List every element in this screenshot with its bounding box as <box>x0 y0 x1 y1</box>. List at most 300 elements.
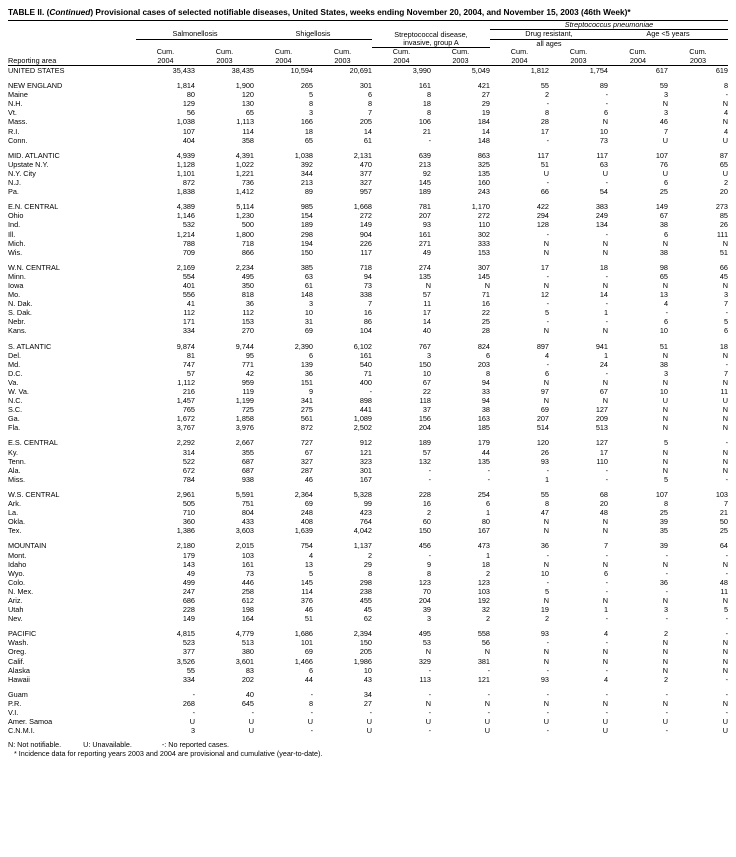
row-value-10: N <box>722 456 728 466</box>
row-value-9: 65 <box>659 271 668 281</box>
row-value-3: 18 <box>304 126 313 136</box>
row-value-10: 85 <box>719 211 728 221</box>
row-value-5: 639 <box>418 150 431 160</box>
row-value-9: 25 <box>659 508 668 518</box>
row-value-1: - <box>192 689 195 699</box>
row-area-label: N. Mex. <box>8 586 34 596</box>
table-row <box>8 569 728 578</box>
row-value-4: U <box>366 726 372 736</box>
row-value-3: 872 <box>300 423 313 433</box>
table-row <box>8 100 728 109</box>
row-value-1: 788 <box>182 238 195 248</box>
row-value-6: 18 <box>481 559 490 569</box>
row-value-8: 73 <box>599 135 608 145</box>
row-value-4: 327 <box>359 178 372 188</box>
table-row <box>8 727 728 736</box>
row-value-9: U <box>662 168 668 178</box>
row-value-6: 56 <box>481 638 490 648</box>
row-value-2: 1,199 <box>235 396 254 406</box>
row-value-5: N <box>425 280 431 290</box>
row-value-7: - <box>546 299 549 309</box>
row-value-1: 2,292 <box>176 438 195 448</box>
row-value-2: 119 <box>242 387 254 397</box>
row-value-2: 433 <box>241 517 254 527</box>
row-area-label: Del. <box>8 350 21 360</box>
row-value-8: 48 <box>599 508 608 518</box>
row-value-8: N <box>602 377 608 387</box>
row-value-7: - <box>546 229 549 239</box>
row-value-6: 135 <box>477 456 490 466</box>
row-value-3: 376 <box>300 595 313 605</box>
row-value-7: - <box>546 178 549 188</box>
row-value-8: 63 <box>599 159 608 169</box>
row-value-4: 764 <box>359 517 372 527</box>
row-value-10: - <box>725 308 728 318</box>
row-value-3: 61 <box>304 280 313 290</box>
row-value-10: 7 <box>723 499 728 509</box>
table-row <box>8 281 728 290</box>
table-row <box>8 475 728 484</box>
footnote-legend <box>8 740 728 749</box>
table-row <box>8 360 728 369</box>
table-row <box>8 499 728 508</box>
row-value-7: 10 <box>540 568 549 578</box>
row-value-3: 151 <box>300 377 313 387</box>
row-value-5: 10 <box>422 368 431 378</box>
row-value-3: 31 <box>304 317 313 327</box>
row-value-2: 1,221 <box>235 168 254 178</box>
table-row <box>8 717 728 726</box>
row-value-10: 111 <box>716 229 728 239</box>
row-value-8: N <box>602 698 608 708</box>
row-value-10: - <box>725 90 728 100</box>
row-value-10: - <box>725 359 728 369</box>
table-row <box>8 596 728 605</box>
table-row <box>8 230 728 239</box>
header-year-10: 2003 <box>668 57 728 66</box>
row-value-3: 327 <box>300 456 313 466</box>
row-value-3: 114 <box>301 586 313 596</box>
table-row <box>8 605 728 614</box>
row-value-3: 46 <box>304 605 313 615</box>
row-value-7: - <box>546 665 549 675</box>
row-value-2: 687 <box>241 465 254 475</box>
row-value-4: 718 <box>359 262 372 272</box>
row-value-3: 67 <box>304 447 313 457</box>
row-value-9: 6 <box>663 229 668 239</box>
row-value-1: 3,767 <box>176 423 195 433</box>
table-row <box>8 81 728 90</box>
table-row <box>8 527 728 536</box>
row-value-4: 86 <box>363 317 372 327</box>
row-value-10: N <box>722 638 728 648</box>
row-area-label: Ill. <box>8 229 16 239</box>
row-area-label: N. Dak. <box>8 299 33 309</box>
row-value-9: N <box>662 656 668 666</box>
row-value-5: - <box>428 474 431 484</box>
row-value-4: 7 <box>367 299 372 309</box>
row-value-7: 5 <box>544 586 549 596</box>
row-value-10: N <box>722 559 728 569</box>
row-area-label: Ariz. <box>8 595 23 605</box>
table-row <box>8 151 728 160</box>
row-value-4: 957 <box>359 187 372 197</box>
row-value-8: 67 <box>599 387 608 397</box>
table-row <box>8 118 728 127</box>
row-value-6: 16 <box>481 299 490 309</box>
row-value-6: 824 <box>477 341 490 351</box>
row-value-1: 1,214 <box>176 229 195 239</box>
row-value-2: 818 <box>241 290 254 300</box>
row-value-9: N <box>662 423 668 433</box>
row-value-10: 11 <box>720 586 728 596</box>
row-area-label: Conn. <box>8 135 28 145</box>
row-value-4: 1,986 <box>353 656 372 666</box>
row-value-8: 10 <box>599 126 608 136</box>
row-value-5: 70 <box>422 586 431 596</box>
row-value-4: 441 <box>359 405 372 415</box>
row-value-1: 4,939 <box>176 150 195 160</box>
row-value-4: 6,102 <box>353 341 372 351</box>
row-value-1: 556 <box>182 290 195 300</box>
row-value-3: 10,594 <box>254 66 313 76</box>
row-value-8: 249 <box>595 211 608 221</box>
row-value-1: 872 <box>182 178 195 188</box>
header-cum-9: Cum. <box>629 47 647 57</box>
row-value-5: - <box>428 665 431 675</box>
row-value-6: 44 <box>481 447 490 457</box>
row-value-7: N <box>543 247 549 257</box>
row-value-8: 6 <box>603 568 608 578</box>
row-value-3: 2,364 <box>294 489 313 499</box>
row-value-6: N <box>484 647 490 657</box>
row-value-10: 87 <box>719 150 728 160</box>
row-area-label: N.C. <box>8 396 23 406</box>
row-value-3: 248 <box>300 508 313 518</box>
row-value-10: U <box>722 396 728 406</box>
row-value-2: U <box>248 726 254 736</box>
row-value-6: 32 <box>481 605 490 615</box>
row-value-4: 43 <box>363 674 372 684</box>
header-group-strep-a-line2: invasive, group A <box>372 39 490 48</box>
row-value-7: - <box>546 577 549 587</box>
row-value-6: 1 <box>485 508 490 518</box>
row-value-4: 45 <box>363 605 372 615</box>
row-value-7: 207 <box>536 414 549 424</box>
row-value-8: - <box>605 577 608 587</box>
table-row <box>8 188 728 197</box>
row-value-2: 350 <box>241 280 254 290</box>
row-value-10: N <box>722 595 728 605</box>
row-area-label: Mich. <box>8 238 26 248</box>
row-value-4: 149 <box>359 220 372 230</box>
row-value-1: 112 <box>183 308 195 318</box>
row-value-3: 154 <box>300 211 313 221</box>
row-value-8: - <box>605 689 608 699</box>
row-value-10: N <box>722 656 728 666</box>
row-value-3: 194 <box>300 238 313 248</box>
row-value-1: 80 <box>186 90 195 100</box>
row-value-4: 2,394 <box>353 629 372 639</box>
row-value-2: 120 <box>241 90 254 100</box>
row-value-7: - <box>546 317 549 327</box>
row-value-7: 17 <box>540 262 549 272</box>
table-row <box>8 160 728 169</box>
table-row <box>8 109 728 118</box>
row-value-2: 161 <box>241 559 254 569</box>
row-value-2: 1,900 <box>235 81 254 91</box>
row-value-8: 1 <box>603 605 608 615</box>
row-value-10: 65 <box>719 159 728 169</box>
row-area-label: Wash. <box>8 638 29 648</box>
row-value-7: N <box>543 559 549 569</box>
row-value-5: 207 <box>418 211 431 221</box>
row-value-7: 97 <box>540 387 549 397</box>
row-value-5: - <box>428 550 431 560</box>
row-value-10: - <box>725 474 728 484</box>
row-value-2: 2,667 <box>235 438 254 448</box>
row-value-4: 455 <box>359 595 372 605</box>
row-value-6: 272 <box>477 211 490 221</box>
table-row <box>8 490 728 499</box>
row-area-label: Tenn. <box>8 456 26 466</box>
row-area-label: Nev. <box>8 614 23 624</box>
row-value-3: 63 <box>304 271 313 281</box>
row-value-4: 71 <box>363 368 372 378</box>
table-row <box>8 309 728 318</box>
row-value-2: 258 <box>241 586 254 596</box>
row-area-label: Upstate N.Y. <box>8 159 49 169</box>
row-value-4: 2,131 <box>353 150 372 160</box>
header-row-groups <box>8 30 728 39</box>
header-year-1: 2004 <box>136 57 195 66</box>
row-area-label: W.S. CENTRAL <box>8 489 60 499</box>
row-value-5: 40 <box>422 326 431 336</box>
row-value-9: N <box>662 638 668 648</box>
row-value-7: N <box>543 517 549 527</box>
row-value-8: 4 <box>603 629 608 639</box>
row-value-5: 2 <box>426 508 431 518</box>
row-value-10: 7 <box>723 368 728 378</box>
header-row-cum <box>8 48 728 57</box>
row-value-4: 16 <box>363 308 372 318</box>
row-value-3: 408 <box>300 517 313 527</box>
row-value-10: 4 <box>723 108 728 118</box>
row-value-5: 189 <box>418 438 431 448</box>
row-value-2: 355 <box>241 447 254 457</box>
row-value-5: 93 <box>422 220 431 230</box>
table-row <box>8 639 728 648</box>
row-value-5: 274 <box>418 262 431 272</box>
row-value-8: - <box>605 99 608 109</box>
row-value-2: 1,858 <box>235 414 254 424</box>
row-value-8: N <box>602 247 608 257</box>
row-value-1: 784 <box>182 474 195 484</box>
row-value-8: 513 <box>595 423 608 433</box>
row-value-8: - <box>605 178 608 188</box>
row-value-7: 93 <box>540 456 549 466</box>
row-value-6: N <box>484 280 490 290</box>
row-value-8: N <box>602 117 608 127</box>
row-value-10: - <box>725 689 728 699</box>
row-area-label: Oreg. <box>8 647 27 657</box>
row-area-label: Okla. <box>8 517 26 527</box>
row-value-2: 112 <box>242 308 254 318</box>
row-value-10: N <box>722 423 728 433</box>
table-row <box>8 509 728 518</box>
row-value-9: - <box>665 614 668 624</box>
row-value-4: 272 <box>359 211 372 221</box>
row-value-1: 709 <box>182 247 195 257</box>
row-value-9: - <box>665 308 668 318</box>
row-area-label: Guam <box>8 689 28 699</box>
row-value-10: - <box>725 614 728 624</box>
row-value-4: 205 <box>359 117 372 127</box>
row-value-7: 2 <box>544 90 549 100</box>
row-value-3: 985 <box>300 202 313 212</box>
row-value-4: 99 <box>363 499 372 509</box>
table-row <box>8 290 728 299</box>
row-value-5: 271 <box>418 238 431 248</box>
row-value-3: 65 <box>304 135 313 145</box>
row-value-1: 532 <box>182 220 195 230</box>
row-value-1: 55 <box>186 665 195 675</box>
header-cum-3: Cum. <box>274 47 293 57</box>
row-value-3: 265 <box>300 81 313 91</box>
row-value-8: 7 <box>603 541 608 551</box>
row-value-6: 6 <box>485 499 490 509</box>
row-value-2: 1,022 <box>235 159 254 169</box>
header-year-4: 2003 <box>313 57 372 66</box>
row-value-6: 6 <box>485 350 490 360</box>
row-area-label: Ky. <box>8 447 19 457</box>
row-value-9: N <box>662 465 668 475</box>
row-value-1: 228 <box>182 605 195 615</box>
row-value-10: N <box>722 698 728 708</box>
footnote-unavailable: U: Unavailable. <box>83 739 132 749</box>
header-group-strep-a-line1: Streptococcal disease, <box>394 29 468 39</box>
table-row <box>8 378 728 387</box>
row-value-7: N <box>543 656 549 666</box>
row-value-8: N <box>602 559 608 569</box>
row-value-1: U <box>189 717 195 727</box>
row-value-7: N <box>543 698 549 708</box>
row-value-1: 143 <box>182 559 195 569</box>
row-value-8: 4 <box>603 674 608 684</box>
row-value-2: 938 <box>241 474 254 484</box>
row-value-3: 139 <box>300 359 313 369</box>
row-value-10: 25 <box>719 526 728 536</box>
row-value-5: 11 <box>423 299 431 309</box>
row-area-label: Nebr. <box>8 317 26 327</box>
row-value-1: 1,838 <box>176 187 195 197</box>
row-area-label: Pa. <box>8 187 19 197</box>
row-value-7: 5 <box>544 308 549 318</box>
row-value-4: 301 <box>359 81 372 91</box>
table-row <box>8 178 728 187</box>
row-value-2: 358 <box>241 135 254 145</box>
row-value-6: 863 <box>477 150 490 160</box>
row-area-label: R.I. <box>8 126 20 136</box>
row-value-5: 213 <box>418 159 431 169</box>
row-value-2: 804 <box>241 508 254 518</box>
row-value-7: 36 <box>540 541 549 551</box>
row-value-5: U <box>425 717 431 727</box>
table-row <box>8 248 728 257</box>
row-value-7: 51 <box>540 159 549 169</box>
row-value-3: 6 <box>308 665 313 675</box>
row-value-7: 117 <box>537 150 549 160</box>
row-value-5: 106 <box>418 117 431 127</box>
row-value-3: - <box>310 689 313 699</box>
row-value-6: - <box>487 465 490 475</box>
row-value-5: 57 <box>422 447 431 457</box>
row-value-8: N <box>602 238 608 248</box>
row-value-6: U <box>484 717 490 727</box>
table-row <box>8 272 728 281</box>
row-area-label: Wyo. <box>8 568 25 578</box>
row-value-1: 1,112 <box>177 377 195 387</box>
table-row <box>8 587 728 596</box>
row-value-4: 898 <box>359 396 372 406</box>
row-value-9: 59 <box>659 81 668 91</box>
row-value-4: 117 <box>360 247 372 257</box>
row-value-9: 76 <box>659 159 668 169</box>
row-value-6: N <box>484 698 490 708</box>
header-row-groups2 <box>8 39 728 48</box>
row-value-9: 3 <box>663 90 668 100</box>
row-value-7: 6 <box>544 368 549 378</box>
row-value-4: 301 <box>359 465 372 475</box>
row-value-8: 110 <box>596 456 608 466</box>
row-value-2: 4,779 <box>235 629 254 639</box>
row-value-10: 273 <box>715 202 728 212</box>
row-value-7: 17 <box>540 126 549 136</box>
table-row <box>8 406 728 415</box>
table-row <box>8 542 728 551</box>
row-value-6: 25 <box>481 317 490 327</box>
row-value-3: 3 <box>308 108 313 118</box>
row-value-4: 298 <box>359 577 372 587</box>
row-value-4: 1,089 <box>353 414 372 424</box>
row-value-4: 1,668 <box>353 202 372 212</box>
table-row <box>8 327 728 336</box>
row-area-label: Md. <box>8 359 21 369</box>
row-value-2: 1,230 <box>235 211 254 221</box>
row-value-5: - <box>428 708 431 718</box>
table-row <box>8 666 728 675</box>
row-value-4: 226 <box>359 238 372 248</box>
row-value-2: 270 <box>241 326 254 336</box>
row-value-2: 83 <box>245 665 254 675</box>
table-row <box>8 630 728 639</box>
row-area-label: C.N.M.I. <box>8 726 35 736</box>
row-value-6: U <box>484 726 490 736</box>
row-value-2: 5,114 <box>236 202 254 212</box>
row-value-5: 92 <box>422 168 431 178</box>
row-area-label: Miss. <box>8 474 26 484</box>
row-value-7: N <box>543 377 549 387</box>
row-value-4: 27 <box>363 698 372 708</box>
row-value-6: 381 <box>477 656 490 666</box>
row-value-8: 134 <box>595 220 608 230</box>
row-value-3: 89 <box>304 187 313 197</box>
row-value-3: 69 <box>304 647 313 657</box>
table-row <box>8 448 728 457</box>
row-value-6: 14 <box>481 126 490 136</box>
row-value-2: 500 <box>241 220 254 230</box>
row-value-6: 302 <box>477 229 490 239</box>
